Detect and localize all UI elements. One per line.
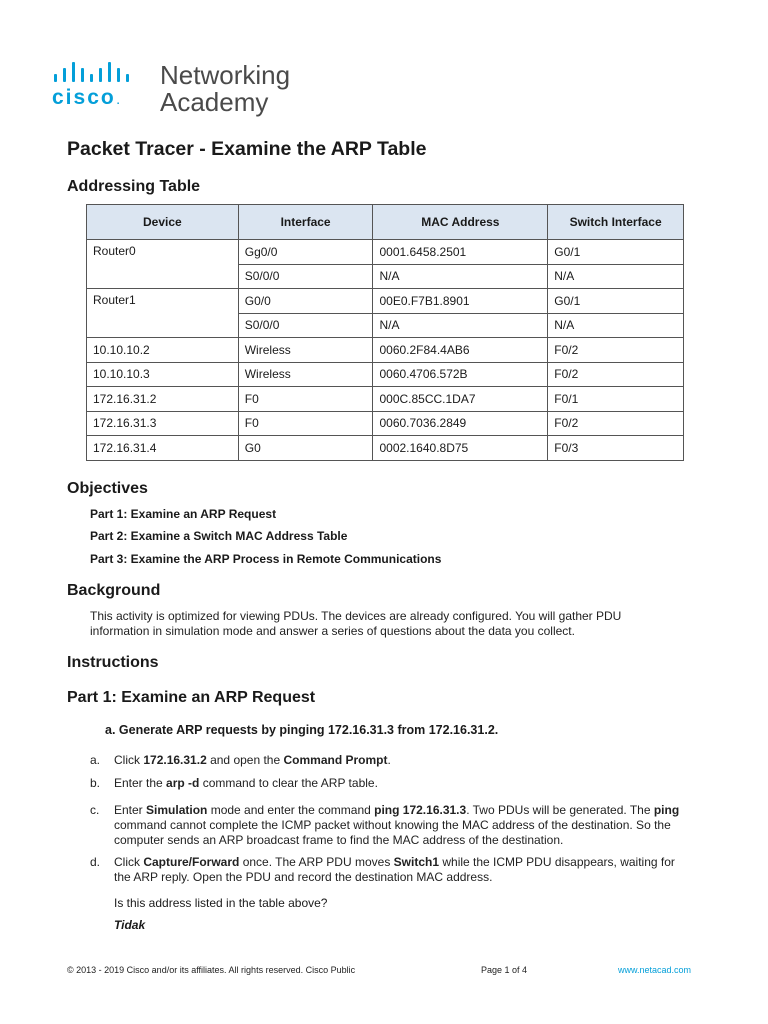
- objective-part1: Part 1: Examine an ARP Request: [90, 507, 277, 521]
- table-row: [87, 362, 684, 387]
- table-header-row: [87, 205, 684, 240]
- cell-switch-interface: G0/1: [548, 289, 684, 314]
- table-row: [87, 387, 684, 412]
- footer-url-link[interactable]: www.netacad.com: [618, 965, 692, 975]
- col-interface-header: Interface: [238, 205, 373, 240]
- footer-page-number: Page 1 of 4: [481, 965, 528, 975]
- question-text: Is this address listed in the table above?: [114, 896, 328, 910]
- instruction-step-c: c. Enter Simulation mode and enter the command ping 172.16.31.3. Two PDUs will be generated. The ping command cannot complete the ICMP packet without knowing the MAC address of the destination. So the computer sends an ARP broadcast frame to find the MAC address of the destination.: [90, 803, 680, 847]
- cell-switch-interface: F0/2: [548, 411, 684, 436]
- cell-switch-interface: F0/3: [548, 436, 684, 461]
- step-label: a.: [90, 753, 101, 767]
- cell-device: Router1: [87, 289, 239, 338]
- cell-device: 172.16.31.2: [87, 387, 239, 412]
- cell-mac: 0060.7036.2849: [373, 411, 548, 436]
- background-text: This activity is optimized for viewing PDUs. The devices are already configured. You will gather PDU information in simulation mode and answer a series of questions about the data you collect.: [90, 609, 622, 638]
- cell-interface: S0/0/0: [238, 264, 373, 289]
- cell-switch-interface: N/A: [548, 264, 684, 289]
- footer-copyright: © 2013 - 2019 Cisco and/or its affiliates. All rights reserved. Cisco Public: [67, 965, 356, 975]
- cell-device: 10.10.10.2: [87, 338, 239, 363]
- logo-networking-text: Networking: [160, 60, 291, 90]
- step-label: b.: [90, 776, 101, 790]
- addressing-table-heading: Addressing Table: [67, 178, 201, 195]
- cell-switch-interface: F0/2: [548, 338, 684, 363]
- instruction-step-b: b. Enter the arp -d command to clear the ARP table.: [90, 776, 378, 790]
- cell-interface: G0: [238, 436, 373, 461]
- cell-mac: 0002.1640.8D75: [373, 436, 548, 461]
- cell-interface: F0: [238, 411, 373, 436]
- cisco-networking-academy-logo: [52, 56, 312, 120]
- page-title: Packet Tracer - Examine the ARP Table: [67, 138, 427, 160]
- part1-heading: Part 1: Examine an ARP Request: [67, 689, 316, 706]
- cell-device: 172.16.31.3: [87, 411, 239, 436]
- table-row: [87, 289, 684, 314]
- cell-switch-interface: F0/1: [548, 387, 684, 412]
- cell-interface: G0/0: [238, 289, 373, 314]
- cell-interface: F0: [238, 387, 373, 412]
- cell-mac: N/A: [373, 264, 548, 289]
- cell-mac: 00E0.F7B1.8901: [373, 289, 548, 314]
- cell-switch-interface: G0/1: [548, 240, 684, 265]
- cell-switch-interface: N/A: [548, 313, 684, 338]
- cell-mac: N/A: [373, 313, 548, 338]
- step-a-heading: a. Generate ARP requests by pinging 172.16.31.3 from 172.16.31.2.: [105, 723, 499, 737]
- background-heading: Background: [67, 582, 161, 599]
- cell-mac: 000C.85CC.1DA7: [373, 387, 548, 412]
- cell-device: 10.10.10.3: [87, 362, 239, 387]
- cell-interface: Gg0/0: [238, 240, 373, 265]
- step-label: d.: [90, 855, 101, 869]
- table-row: [87, 240, 684, 265]
- table-row: [87, 436, 684, 461]
- instruction-step-d: d. Click Capture/Forward once. The ARP PDU moves Switch1 while the ICMP PDU disappears, waiting for the ARP reply. Open the PDU and record the destination MAC address.: [90, 855, 675, 884]
- col-mac-header: MAC Address: [373, 205, 548, 240]
- objectives-heading: Objectives: [67, 480, 148, 497]
- cell-device: Router0: [87, 240, 239, 289]
- table-row: [87, 411, 684, 436]
- objective-part2: Part 2: Examine a Switch MAC Address Table: [90, 529, 348, 543]
- cell-device: 172.16.31.4: [87, 436, 239, 461]
- answer-text: Tidak: [114, 918, 146, 932]
- instructions-heading: Instructions: [67, 654, 159, 671]
- cell-mac: 0060.2F84.4AB6: [373, 338, 548, 363]
- step-label: c.: [90, 803, 100, 817]
- cell-switch-interface: F0/2: [548, 362, 684, 387]
- cisco-wordmark: cisco.: [52, 86, 122, 109]
- cisco-bars-icon: [52, 60, 152, 82]
- col-switch-interface-header: Switch Interface: [548, 205, 684, 240]
- table-row: [87, 338, 684, 363]
- cell-mac: 0060.4706.572B: [373, 362, 548, 387]
- objective-part3: Part 3: Examine the ARP Process in Remote Communications: [90, 552, 442, 566]
- logo-academy-text: Academy: [160, 87, 269, 117]
- cell-mac: 0001.6458.2501: [373, 240, 548, 265]
- addressing-table: [86, 204, 684, 461]
- cell-interface: S0/0/0: [238, 313, 373, 338]
- cell-interface: Wireless: [238, 338, 373, 363]
- cell-interface: Wireless: [238, 362, 373, 387]
- col-device-header: Device: [87, 205, 239, 240]
- instruction-step-a: a. Click 172.16.31.2 and open the Command Prompt.: [90, 753, 391, 767]
